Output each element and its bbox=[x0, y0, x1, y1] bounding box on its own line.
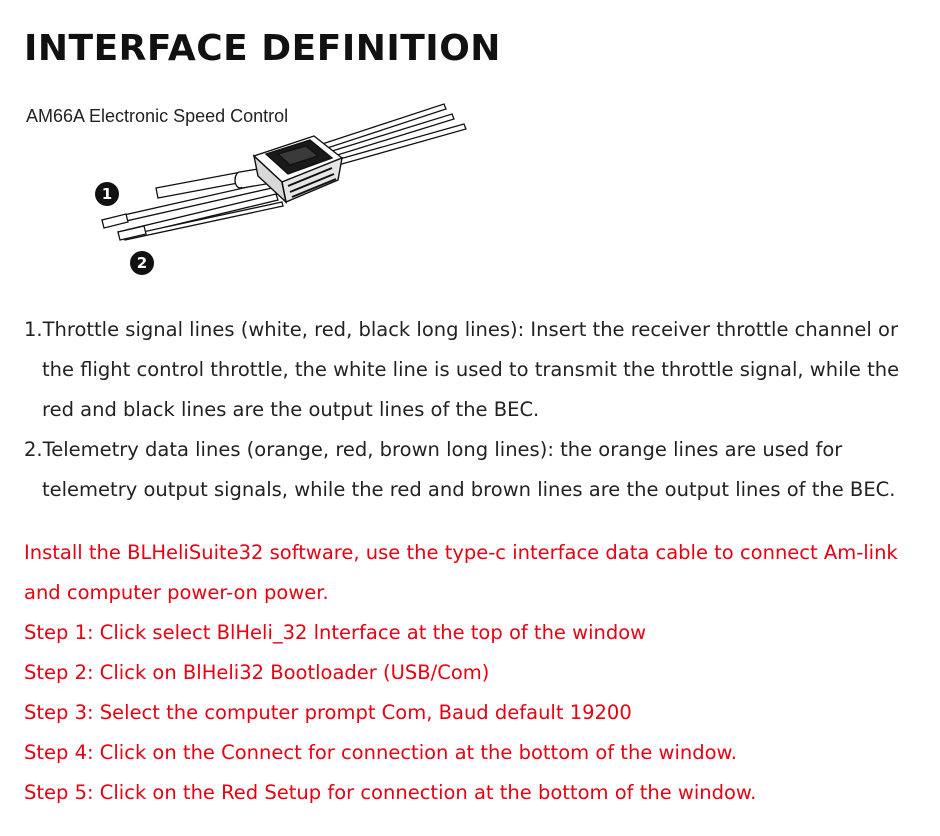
step-5: Step 5: Click on the Red Setup for connection at the bottom of the window. bbox=[24, 781, 757, 804]
instructions-intro: Install the BLHeliSuite32 software, use the type-c interface data cable to connect Am-link and computer power-on power. bbox=[24, 541, 898, 604]
setup-instructions bbox=[24, 533, 914, 813]
long-wire-low bbox=[322, 124, 466, 169]
step-2: Step 2: Click on BlHeli32 Bootloader (USB/Com) bbox=[24, 661, 490, 684]
step-4: Step 4: Click on the Connect for connection at the bottom of the window. bbox=[24, 741, 737, 764]
callout-1-badge: 1 bbox=[95, 182, 119, 206]
step-3: Step 3: Select the computer prompt Com, Baud default 19200 bbox=[24, 701, 632, 724]
step-1: Step 1: Click select BlHeli_32 lnterface at the top of the window bbox=[24, 621, 647, 644]
esc-illustration bbox=[20, 96, 480, 286]
throttle-line-description: 1.Throttle signal lines (white, red, black long lines): Insert the receiver throttle channel or the flight control throttle, the white line is used to transmit the throttle signal, while the red and black lines are the output lines of the BEC. bbox=[24, 318, 900, 421]
telemetry-line-description: 2.Telemetry data lines (orange, red, brown long lines): the orange lines are used for telemetry output signals, while the red and brown lines are the output lines of the BEC. bbox=[24, 438, 896, 501]
short-wire-3 bbox=[124, 202, 283, 240]
page-title: INTERFACE DEFINITION bbox=[24, 28, 501, 69]
callout-2-badge: 2 bbox=[130, 251, 154, 275]
esc-diagram bbox=[20, 96, 480, 286]
long-wire-top bbox=[310, 104, 446, 153]
figure-caption: AM66A Electronic Speed Control bbox=[26, 106, 289, 126]
connector-tip-1 bbox=[102, 214, 128, 228]
wire-descriptions bbox=[24, 310, 914, 510]
